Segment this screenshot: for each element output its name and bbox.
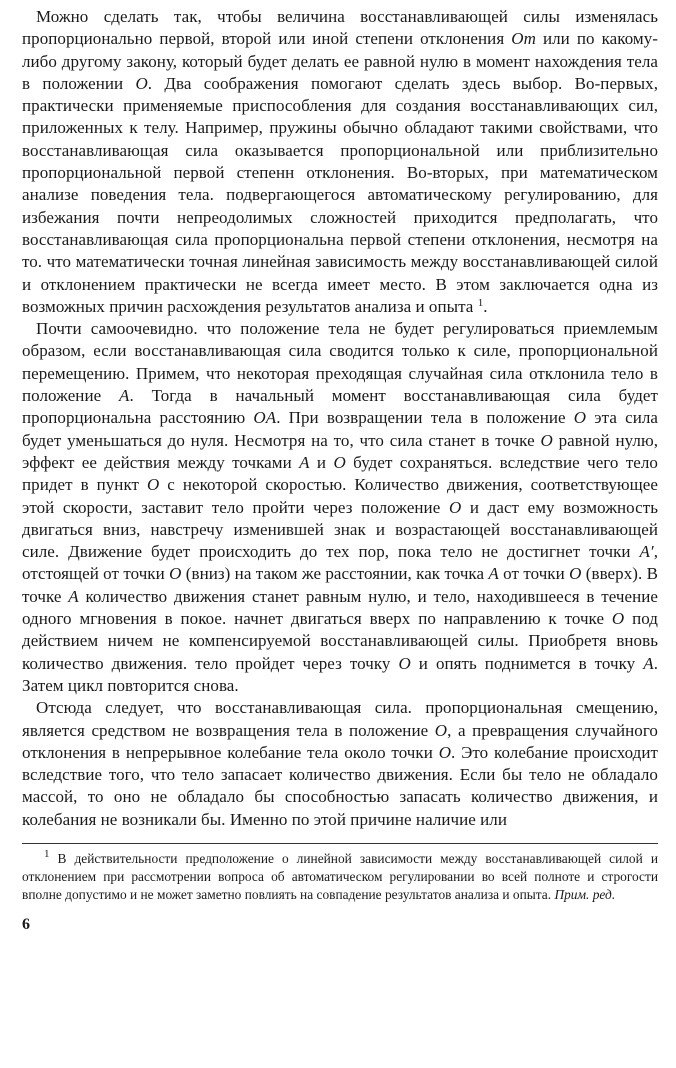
footnote	[22, 847, 658, 904]
text-run: . Затем цикл повторится снова.	[22, 653, 658, 695]
italic-text: O	[398, 653, 411, 673]
text-run: , а превращения случайного отклонения в непрерывное колебание тела около точки	[22, 720, 658, 762]
footnote-divider	[22, 843, 658, 844]
italic-text: A	[643, 653, 654, 673]
text-run: с некоторой скоростью. Количество движения, соответствующее этой скорости, заставит тело пройти через положение	[22, 475, 658, 517]
italic-text: O	[573, 408, 587, 428]
text-run: от точки	[498, 564, 570, 584]
text-run: .	[483, 296, 488, 316]
text-run: Отсюда следует, что восстанавливающая сила. пропорциональная смещению, является средством не возвращения тела в положение	[22, 698, 658, 740]
italic-text: A	[119, 386, 130, 406]
italic-text: O	[438, 742, 452, 762]
italic-text: Прим. ред.	[554, 886, 616, 902]
italic-text: A	[68, 586, 79, 606]
text-run: и опять поднимется в точку	[410, 653, 644, 673]
document-page	[22, 6, 658, 934]
text-run: и	[309, 452, 334, 472]
italic-text: O	[434, 720, 448, 740]
text-run: и даст ему возможность двигаться вниз, навстречу изменившей знак и возрастающей восстанавливающей силе. Движение будет происходить до тех пор, пока тело не достигнет точки	[22, 497, 658, 562]
text-run: Можно сделать так, чтобы величина восстанавливающей силы изменялась пропорционально первой, второй или иной степени отклонения	[22, 7, 658, 49]
text-run: (вниз) на таком же расстоянии, как точка	[181, 564, 489, 584]
text-run: (вверх). В точке	[22, 564, 658, 606]
italic-text: A	[488, 564, 499, 584]
text-run: Почти самоочевидно. что положение тела не будет регулироваться приемлемым образом, если восстанавливающая сила сводится только к силе, пропорциональной перемещению. Примем, что некоторая преходящая случайная сила отклонила тело в положение	[22, 319, 658, 406]
italic-text: A	[299, 452, 310, 472]
text-run: будет сохраняться. вследствие чего тело придет в пункт	[22, 452, 658, 495]
page-number: 6	[22, 915, 30, 933]
text-run: . Это колебание происходит вследствие того, что тело запасает количество движения. Если бы тело не обладало массой, то оно не обладало бы способностью запасать количество движения, и колебания не возникали бы. Именно по этой причине наличие или	[22, 742, 658, 829]
italic-text: O	[135, 73, 148, 93]
text-run: , отстоящей от точки	[22, 542, 658, 584]
text-run: под действием ничем не компенсируемой восстанавливающей силы. Приобретя вновь количество движения. тело пройдет через точку	[22, 609, 658, 673]
text-run: В действительности предположение о линейной зависимости между восстанавливающей силой и отклонением при рассмотрении вопроса об автоматическом регулировании во всей полноте и строгости вполне допустимо и не может заметно повлиять на совпадение результатов анализа и опыта.	[22, 850, 658, 902]
text-run: или по какому-либо другому закону, который будет делать ее равной нулю в момент нахождения тела в положении	[22, 29, 658, 93]
text-run: количество движения станет равным нулю, и тело, находившееся в течение одного мгновения в покое. начнет двигаться вверх по направлению к точке	[22, 586, 658, 629]
italic-text: O	[569, 564, 582, 584]
paragraph	[22, 318, 658, 697]
italic-text: O	[169, 564, 182, 584]
text-run: . При возвращении тела в положение	[276, 408, 574, 428]
italic-text: O	[448, 497, 462, 517]
paragraph	[22, 697, 658, 831]
italic-text: O	[611, 609, 625, 629]
italic-text: O	[540, 430, 553, 450]
text-run: . Тогда в начальный момент восстанавливающая сила будет пропорциональна расстоянию	[22, 386, 658, 428]
text-run: эта сила будет уменьшаться до нуля. Несмотря на то, что сила станет в точке	[22, 408, 658, 450]
italic-text: O	[146, 475, 160, 495]
footnote-marker: 1	[44, 847, 50, 860]
body-text	[22, 6, 658, 831]
italic-text: O	[333, 452, 346, 472]
italic-text: Om	[511, 29, 536, 49]
footnote-marker: 1	[477, 296, 484, 309]
text-run: . Два соображения помогают сделать здесь выбор. Во-первых, практически применяемые приспособления для создания восстанавливающих сил, приложенных к телу. Например, пружины обычно обладают такими свойствами, что восстанавливающая сила оказывается пропорциональной или приблизительно пропорциональной первой степенн отклонения. Во-вторых, при математическом анализе поведения тела. подвергающегося автоматическому регулированию, для избежания почти непреодолимых сложностей приходится предполагать, что восстанавливающая сила пропорциональна первой степени отклонения, несмотря на то. что математически точная линейная зависимость между восстанавливающей силой и отклонением практически не всегда имеет место. В этом заключается одна из возможных причин расхождения результатов анализа и опыта	[22, 73, 659, 316]
italic-text: A′	[639, 542, 654, 562]
paragraph	[22, 6, 658, 318]
text-run: равной нулю, эффект ее действия между точками	[22, 430, 658, 472]
italic-text: OA	[253, 408, 277, 428]
